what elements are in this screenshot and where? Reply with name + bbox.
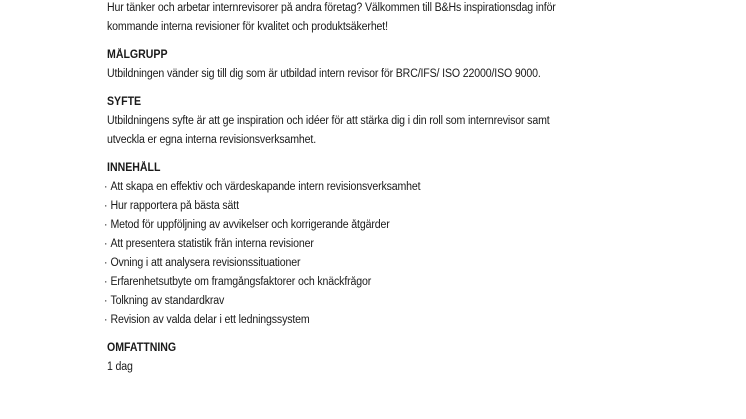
list-item: · Övning i att analysera revisionssituationer xyxy=(104,254,726,273)
list-item: · Revision av valda delar i ett ledningssystem xyxy=(104,311,726,330)
list-item: · Metod för uppföljning av avvikelser och korrigerande åtgärder xyxy=(104,216,726,235)
omfattning-heading: OMFATTNING xyxy=(107,342,177,354)
bullet-icon: · xyxy=(104,276,108,288)
bullet-icon: · xyxy=(104,200,108,212)
list-item: · Att skapa en effektiv och värdeskapande intern revisionsverksamhet xyxy=(104,178,726,197)
intro-section xyxy=(107,0,727,37)
intro-line-1: Hur tänker och arbetar internrevisorer på andra företag? Välkommen till B&Hs inspirationsdag inför xyxy=(107,2,556,14)
bullet-icon: · xyxy=(104,257,108,269)
innehall-section xyxy=(104,159,727,330)
omfattning-section xyxy=(107,339,727,377)
syfte-line-1: Utbildningens syfte är att ge inspiration och idéer för att stärka dig i din roll som internrevisor samt xyxy=(107,115,550,127)
list-item: · Tolkning av standardkrav xyxy=(104,292,726,311)
list-item: · Hur rapportera på bästa sätt xyxy=(104,197,726,216)
syfte-heading: SYFTE xyxy=(107,96,142,108)
list-item: · Erfarenhetsutbyte om framgångsfaktorer och knäckfrågor xyxy=(104,273,726,292)
bullet-icon: · xyxy=(104,238,108,250)
bullet-icon: · xyxy=(104,181,108,193)
syfte-section xyxy=(107,93,727,150)
bullet-icon: · xyxy=(104,295,108,307)
malgrupp-text: Utbildningen vänder sig till dig som är utbildad intern revisor för BRC/IFS/ ISO 22000/ISO 9000. xyxy=(107,68,541,80)
intro-line-2: kommande interna revisioner för kvalitet och produktsäkerhet! xyxy=(107,21,388,33)
malgrupp-heading: MÅLGRUPP xyxy=(107,49,168,61)
innehall-heading: INNEHÅLL xyxy=(107,162,161,174)
innehall-list xyxy=(104,178,727,330)
malgrupp-section xyxy=(107,46,727,84)
bullet-icon: · xyxy=(104,219,108,231)
course-description xyxy=(104,0,727,377)
list-item: · Att presentera statistik från interna revisioner xyxy=(104,235,726,254)
bullet-icon: · xyxy=(104,314,108,326)
syfte-line-2: utveckla er egna interna revisionsverksamhet. xyxy=(107,134,317,146)
omfattning-text: 1 dag xyxy=(107,361,133,373)
